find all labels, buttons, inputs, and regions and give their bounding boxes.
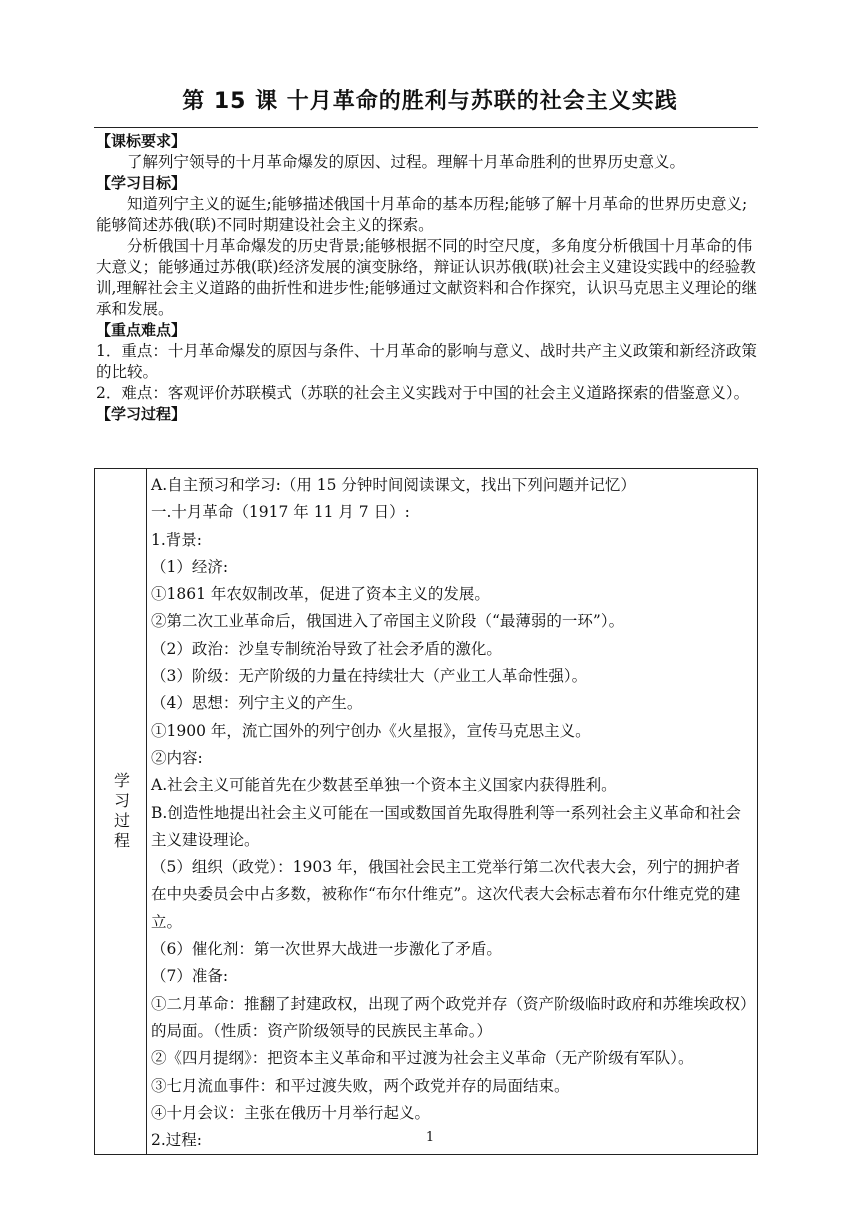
process-line: （4）思想：列宁主义的产生。: [151, 694, 363, 713]
process-table: [94, 468, 758, 1155]
process-row: [95, 469, 758, 1155]
process-line: （3）阶级：无产阶级的力量在持续壮大（产业工人革命性强）。: [151, 667, 588, 686]
section-heading-mubiao: 【学习目标】: [96, 174, 187, 192]
process-line: ③七月流血事件：和平过渡失败，两个政党并存的局面结束。: [151, 1076, 570, 1095]
process-line: ②《四月提纲》：把资本主义革命和平过渡为社会主义革命（无产阶级有军队）。: [151, 1049, 694, 1068]
process-line: ①1861 年农奴制改革，促进了资本主义的发展。: [151, 585, 490, 604]
process-line: ①二月革命：推翻了封建政权，出现了两个政党并存（资产阶级临时政府和苏维埃政权）的局面。（性质：资产阶级领导的民族民主革命。）: [151, 994, 748, 1040]
process-content-cell: [147, 469, 758, 1155]
process-line: ②内容:: [151, 748, 203, 767]
process-line: （6）催化剂：第一次世界大战进一步激化了矛盾。: [151, 940, 502, 959]
process-line: B.创造性地提出社会主义可能在一国或数国首先取得胜利等一系列社会主义革命和社会主义建设理论。: [151, 803, 741, 849]
process-line: A.社会主义可能首先在少数甚至单独一个资本主义国家内获得胜利。: [151, 776, 617, 795]
process-line: （7）准备:: [151, 967, 229, 986]
mubiao-text-1: 知道列宁主义的诞生;能够描述俄国十月革命的基本历程;能够了解十月革命的世界历史意义;能够简述苏俄(联)不同时期建设社会主义的探索。: [96, 195, 748, 234]
process-line: 1.背景:: [151, 530, 203, 549]
section-heading-kebiao: 【课标要求】: [96, 132, 187, 150]
process-line: 2.过程:: [151, 1131, 203, 1150]
intro-block: [96, 131, 758, 425]
page-number: 1: [425, 1130, 435, 1145]
nandian-text-1: 1．重点：十月革命爆发的原因与条件、十月革命的影响与意义、战时共产主义政策和新经济政策的比较。: [96, 342, 757, 381]
section-heading-nandian: 【重点难点】: [96, 321, 187, 339]
process-line: （5）组织（政党）：1903 年，俄国社会民主工党举行第二次代表大会，列宁的拥护者在中央委员会中占多数，被称作“布尔什维克”。这次代表大会标志着布尔什维克党的建立。: [151, 858, 741, 931]
kebiao-text: 了解列宁领导的十月革命爆发的原因、过程。理解十月革命胜利的世界历史意义。: [127, 153, 686, 171]
process-line: （2）政治：沙皇专制统治导致了社会矛盾的激化。: [151, 639, 502, 658]
mubiao-text-2: 分析俄国十月革命爆发的历史背景;能够根据不同的时空尺度，多角度分析俄国十月革命的伟大意义；能够通过苏俄(联)经济发展的演变脉络，辩证认识苏俄(联)社会主义建设实践中的经验教训,理解社会主义道路的曲折性和进步性;能够通过文献资料和合作探究，认识马克思主义理论的继承和发展。: [96, 237, 758, 318]
process-line: ②第二次工业革命后，俄国进入了帝国主义阶段（“最薄弱的一环”）。: [151, 612, 625, 631]
process-side-cell: [95, 469, 147, 1155]
process-line: 一.十月革命（1917 年 11 月 7 日）:: [151, 503, 410, 522]
process-line: A.自主预习和学习:（用 15 分钟时间阅读课文，找出下列问题并记忆）: [151, 476, 636, 494]
process-side-label: 学习过程: [111, 771, 131, 852]
lesson-title: 第 15 课 十月革命的胜利与苏联的社会主义实践: [182, 89, 678, 114]
process-line: ④十月会议：主张在俄历十月举行起义。: [151, 1103, 431, 1122]
title-divider: [94, 127, 758, 128]
process-content: [147, 469, 757, 1154]
process-line: ①1900 年，流亡国外的列宁创办《火星报》，宣传马克思主义。: [151, 721, 591, 740]
nandian-text-2: 2．难点：客观评价苏联模式（苏联的社会主义实践对于中国的社会主义道路探索的借鉴意义）。: [96, 384, 750, 402]
process-line: （1）经济:: [151, 557, 229, 576]
section-heading-guocheng: 【学习过程】: [96, 405, 187, 423]
